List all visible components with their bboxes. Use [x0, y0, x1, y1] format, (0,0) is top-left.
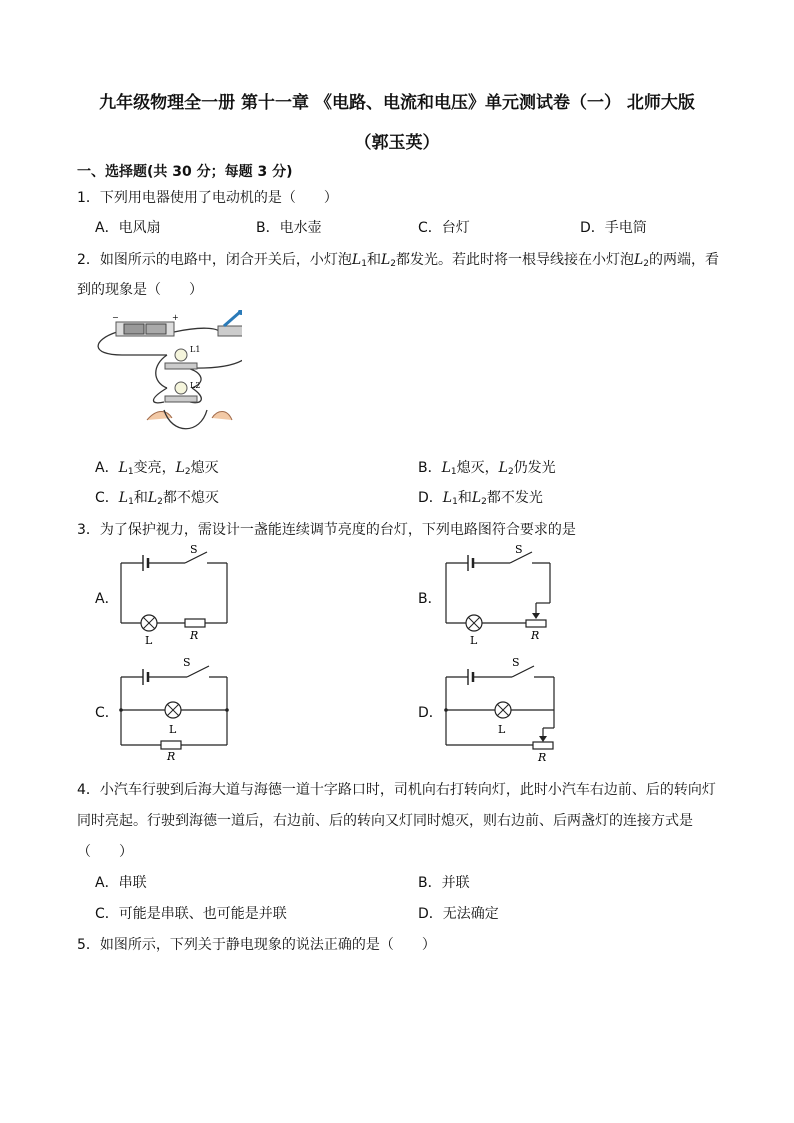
- q1-option-b[interactable]: B．电水壶: [256, 220, 322, 236]
- svg-text:L: L: [169, 723, 177, 736]
- question-4-stem-line1: 4．小汽车行驶到后海大道与海德一道十字路口时，司机向右打转向灯，此时小汽车右边前、后的转向灯: [77, 782, 716, 798]
- q3-option-c[interactable]: C．: [95, 705, 119, 721]
- q3-circuit-b: [440, 543, 560, 648]
- svg-text:R: R: [538, 751, 547, 764]
- svg-text:L: L: [145, 634, 153, 647]
- q3-circuit-a: [115, 543, 235, 648]
- svg-text:S: S: [512, 656, 520, 669]
- q1-option-d[interactable]: D．手电筒: [580, 220, 647, 236]
- page-subtitle: （郭玉英）: [354, 133, 440, 153]
- svg-text:S: S: [183, 656, 191, 669]
- q1-option-a[interactable]: A．电风扇: [95, 220, 161, 236]
- question-5-stem: 5．如图所示，下列关于静电现象的说法正确的是（ ）: [77, 937, 436, 953]
- question-2-stem-line2: 到的现象是（ ）: [77, 282, 203, 298]
- q3-circuit-d: [440, 653, 565, 765]
- lamp-2-label: L2: [190, 381, 201, 390]
- q3-option-b[interactable]: B．: [418, 591, 442, 607]
- q4-option-d[interactable]: D．无法确定: [418, 906, 499, 922]
- question-1-stem: 1．下列用电器使用了电动机的是（ ）: [77, 190, 338, 206]
- q2-circuit-figure: [92, 310, 242, 445]
- svg-text:R: R: [167, 750, 176, 763]
- svg-text:S: S: [190, 543, 198, 556]
- section-heading: 一、选择题(共 30 分；每题 3 分): [77, 164, 293, 180]
- svg-text:L: L: [470, 634, 478, 647]
- q3-option-a[interactable]: A．: [95, 591, 119, 607]
- q4-option-b[interactable]: B．并联: [418, 875, 470, 891]
- question-3-stem: 3．为了保护视力，需设计一盏能连续调节亮度的台灯，下列电路图符合要求的是: [77, 522, 576, 538]
- minus-label: −: [112, 313, 119, 322]
- svg-text:S: S: [515, 543, 523, 556]
- q2-option-d[interactable]: D．$L_1$和$L_2$都不发光: [418, 490, 543, 507]
- svg-text:R: R: [190, 629, 199, 642]
- q2-option-a[interactable]: A．$L_1$变亮，$L_2$熄灭: [95, 460, 219, 477]
- lamp-1-label: L1: [190, 345, 201, 354]
- q1-option-c[interactable]: C．台灯: [418, 220, 470, 236]
- q2-option-b[interactable]: B．$L_1$熄灭，$L_2$仍发光: [418, 460, 556, 477]
- question-4-stem-line2: 同时亮起。行驶到海德一道后，右边前、后的转向又灯同时熄灭，则右边前、后两盏灯的连接方式是: [77, 813, 693, 829]
- svg-text:R: R: [531, 629, 540, 642]
- page-title: 九年级物理全一册 第十一章 《电路、电流和电压》单元测试卷（一） 北师大版: [99, 93, 695, 113]
- question-4-stem-line3: （ ）: [77, 844, 133, 860]
- q3-option-d[interactable]: D．: [418, 705, 443, 721]
- q3-circuit-c: [115, 653, 240, 765]
- svg-text:L: L: [498, 723, 506, 736]
- q4-option-c[interactable]: C．可能是串联、也可能是并联: [95, 906, 287, 922]
- q4-option-a[interactable]: A．串联: [95, 875, 147, 891]
- q2-option-c[interactable]: C．$L_1$和$L_2$都不熄灭: [95, 490, 219, 507]
- question-2-stem-line1: 2．如图所示的电路中，闭合开关后，小灯泡$L_1$和$L_2$都发光。若此时将一根导线接在小灯泡$L_2$的两端，看: [77, 252, 719, 269]
- plus-label: +: [172, 313, 179, 322]
